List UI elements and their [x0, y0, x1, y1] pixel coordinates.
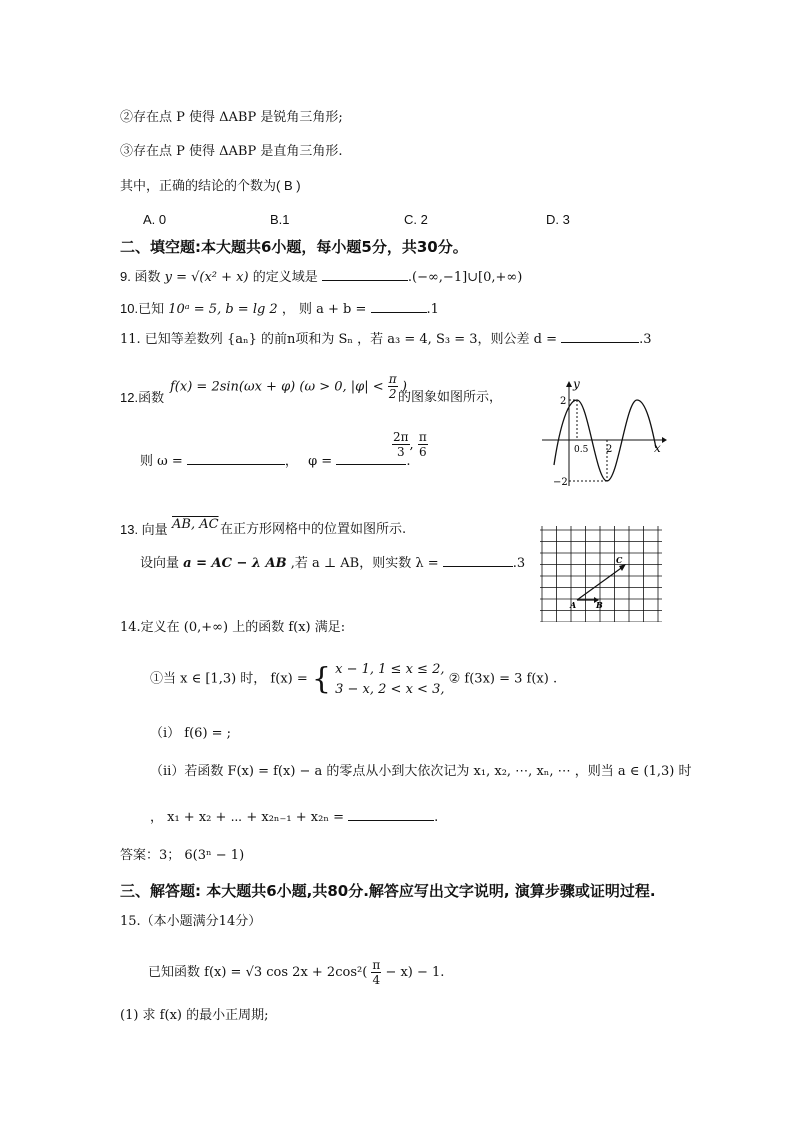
q14-stem: 14.定义在 (0,+∞) 上的函数 f(x) 满足: [120, 620, 346, 635]
q14-brace: { [311, 661, 331, 697]
q12-omega-blank [187, 452, 285, 465]
q8-option-a: A. 0 [143, 212, 167, 227]
statement-3: ③存在点 P 使得 ΔABP 是直角三角形. [120, 144, 343, 159]
q8-option-d: D. 3 [546, 212, 570, 227]
q8-stem: 其中，正确的结论的个数为( B ) [120, 178, 301, 193]
q10-given: 10ᵃ = 5, b = lg 2 [168, 302, 278, 317]
q12-function [170, 372, 407, 402]
q12-function-expr: f(x) = 2sin(ωx + φ) (ω > 0, |φ| < [170, 379, 384, 395]
q12-answers [392, 430, 428, 460]
q14-case-1: x − 1, 1 ≤ x ≤ 2, [335, 662, 445, 677]
q14-answer-blank [348, 808, 434, 821]
q10-answer: .1 [426, 302, 439, 317]
point-c-label: C [616, 555, 623, 565]
x-tick-half: 0.5 [574, 445, 589, 455]
y-axis-label: y [573, 378, 580, 391]
q12-answer-phi-num: π [418, 430, 427, 444]
question-11 [120, 330, 652, 348]
q12-answer-omega [392, 430, 410, 460]
q8-option-c: C. 2 [404, 212, 428, 227]
y-tick-bottom: −2 [553, 477, 568, 488]
q13-number: 13. 向量 [120, 522, 168, 537]
q13-line-2 [140, 554, 525, 572]
section-3-heading: 三、解答题: 本大题共6小题,共80分.解答应写出文字说明, 演算步骤或证明过程. [120, 882, 656, 900]
q12-sine-graph [540, 378, 668, 490]
q12-function-close: ) [401, 379, 407, 395]
q14-case-2: 3 − x, 2 < x < 3, [335, 681, 445, 697]
q12-dot: . [406, 454, 411, 469]
q14-cases [335, 660, 444, 699]
q13-vector-grid [540, 526, 662, 622]
q14-part-2-cont [150, 808, 438, 826]
q15-given [148, 958, 444, 988]
q12-answer-omega-den: 3 [396, 445, 405, 460]
x-axis-label: x [654, 441, 661, 455]
q12-suffix: 的图象如图所示， [398, 390, 503, 405]
vector-ac-arrow [619, 564, 626, 571]
statement-2: ②存在点 P 使得 ΔABP 是锐角三角形; [120, 110, 343, 125]
q10-mid: ， 则 a + b = [281, 302, 367, 317]
q13-answer: .3 [512, 556, 526, 571]
q11-answer-blank [561, 330, 639, 343]
q12-prefix: 12.函数 [120, 390, 165, 405]
q14-part-2: （ii）若函数 F(x) = f(x) − a 的零点从小到大依次记为 x₁, x₂, ⋯, xₙ, ⋯ ，则当 a ∈ (1,3) 时 [150, 764, 692, 779]
y-axis-arrow [566, 381, 572, 387]
q14-cond1-prefix: ①当 x ∈ [1,3) 时， f(x) = [150, 671, 308, 687]
q12-comma: ， [284, 454, 298, 469]
q12-omega-label: 则 ω = [140, 454, 183, 469]
q12-omega-line [140, 452, 410, 470]
q14-end: . [434, 810, 439, 825]
y-tick-top: 2 [560, 396, 567, 407]
q13-line-1-text: 在正方形网格中的位置如图所示. [220, 522, 407, 537]
section-2-heading: 二、填空题:本大题共6小题，每小题5分，共30分。 [120, 238, 468, 256]
q10-answer-blank [371, 300, 427, 313]
q14-cond2: ② f(3x) = 3 f(x) . [448, 671, 558, 687]
q13-line-1 [120, 522, 168, 539]
q9-answer-blank [322, 268, 408, 281]
q15-stem: 15.（本小题满分14分） [120, 914, 262, 929]
vector-ac [577, 566, 624, 600]
q13-vectors: AB, AC [172, 517, 219, 532]
q15-part-1: (1) 求 f(x) 的最小正周期; [120, 1008, 269, 1023]
q13-answer-blank [443, 554, 513, 567]
q14-answer: 答案：3； 6(3ⁿ − 1) [120, 848, 245, 863]
q10-prefix: 10.已知 [120, 301, 165, 316]
question-9 [120, 268, 522, 286]
q13-line-2-prefix: 设向量 [140, 556, 180, 571]
q13-vector-expr: a = AC − λ AB [183, 556, 287, 571]
q15-fraction [371, 958, 381, 988]
x-tick-two: 2 [606, 444, 613, 455]
point-a-label: A [570, 600, 577, 610]
q8-option-b: B.1 [270, 212, 290, 227]
q15-fraction-num: π [372, 958, 381, 972]
x-axis-arrow [662, 437, 667, 443]
q12-bound-num: π [388, 372, 397, 386]
q12-answer-sep: , [409, 437, 414, 453]
question-10 [120, 300, 439, 318]
q13-line-2-mid: ,若 a ⊥ AB，则实数 λ = [290, 556, 439, 571]
point-b-label: B [596, 600, 603, 610]
q15-given-prefix: 已知函数 f(x) = √3 cos 2x + 2cos²( [148, 965, 368, 981]
q12-bound-fraction [388, 372, 398, 402]
q9-prefix: 9. 函数 [120, 269, 161, 284]
q14-sum-expr: ， x₁ + x₂ + ⋯ + x₂ₙ₋₁ + x₂ₙ = [150, 810, 344, 825]
q9-answer: .(−∞,−1]∪[0,+∞) [407, 270, 523, 285]
q11-text: 11. 已知等差数列 {aₙ} 的前n项和为 Sₙ ，若 a₃ = 4, S₃ = 3，则公差 d = [120, 332, 557, 347]
q12-answer-phi-den: 6 [418, 445, 427, 460]
q14-part-1: （i） f(6) = ; [150, 726, 232, 741]
q14-condition-line [150, 660, 557, 699]
q15-given-suffix: − x) − 1. [385, 965, 445, 981]
q9-function: y = √(x² + x) [164, 270, 249, 285]
q12-bound-den: 2 [388, 387, 397, 402]
q11-answer: .3 [639, 332, 652, 347]
q15-fraction-den: 4 [372, 973, 381, 988]
q9-suffix: 的定义域是 [252, 270, 318, 285]
q12-answer-phi [418, 430, 428, 460]
q12-answer-omega-num: 2π [393, 430, 409, 444]
q12-phi-label: φ = [308, 454, 333, 469]
